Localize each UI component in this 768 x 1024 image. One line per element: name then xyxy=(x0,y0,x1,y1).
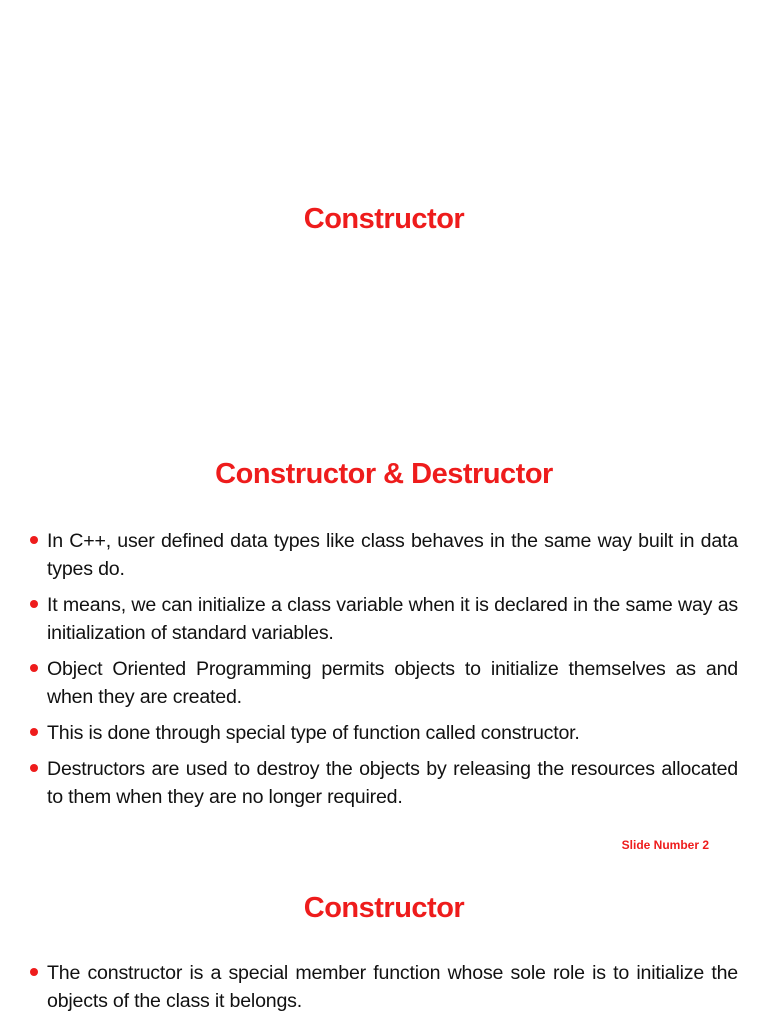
bullet-text: It means, we can initialize a class variable when it is declared in the same way as initialization of standard variables. xyxy=(47,594,738,644)
bullet-text: Destructors are used to destroy the objects by releasing the resources allocated to them when they are no longer required. xyxy=(47,758,738,808)
bullet-icon xyxy=(30,728,38,736)
list-item xyxy=(30,959,738,1015)
bullet-text: This is done through special type of function called constructor. xyxy=(47,722,580,744)
list-item xyxy=(30,655,738,711)
bullet-icon xyxy=(30,664,38,672)
list-item xyxy=(30,591,738,647)
list-item xyxy=(30,527,738,583)
list-item xyxy=(30,755,738,811)
bullet-text: Object Oriented Programming permits objects to initialize themselves as and when they are created. xyxy=(47,658,738,708)
bullet-text: The constructor is a special member function whose sole role is to initialize the objects of the class it belongs. xyxy=(47,962,738,1012)
bullet-icon xyxy=(30,536,38,544)
slide3-title: Constructor xyxy=(303,892,465,924)
bullet-text: In C++, user defined data types like class behaves in the same way built in data types do. xyxy=(47,530,738,580)
list-item xyxy=(30,719,738,747)
bullet-icon xyxy=(30,600,38,608)
bullet-icon xyxy=(30,764,38,772)
slide-number: Slide Number 2 xyxy=(621,838,709,852)
slide2-bullet-list xyxy=(30,527,738,819)
slide3-bullet-list xyxy=(30,959,738,1023)
slide2-title: Constructor & Destructor xyxy=(215,458,553,490)
bullet-icon xyxy=(30,968,38,976)
slide1-title: Constructor xyxy=(303,203,465,235)
